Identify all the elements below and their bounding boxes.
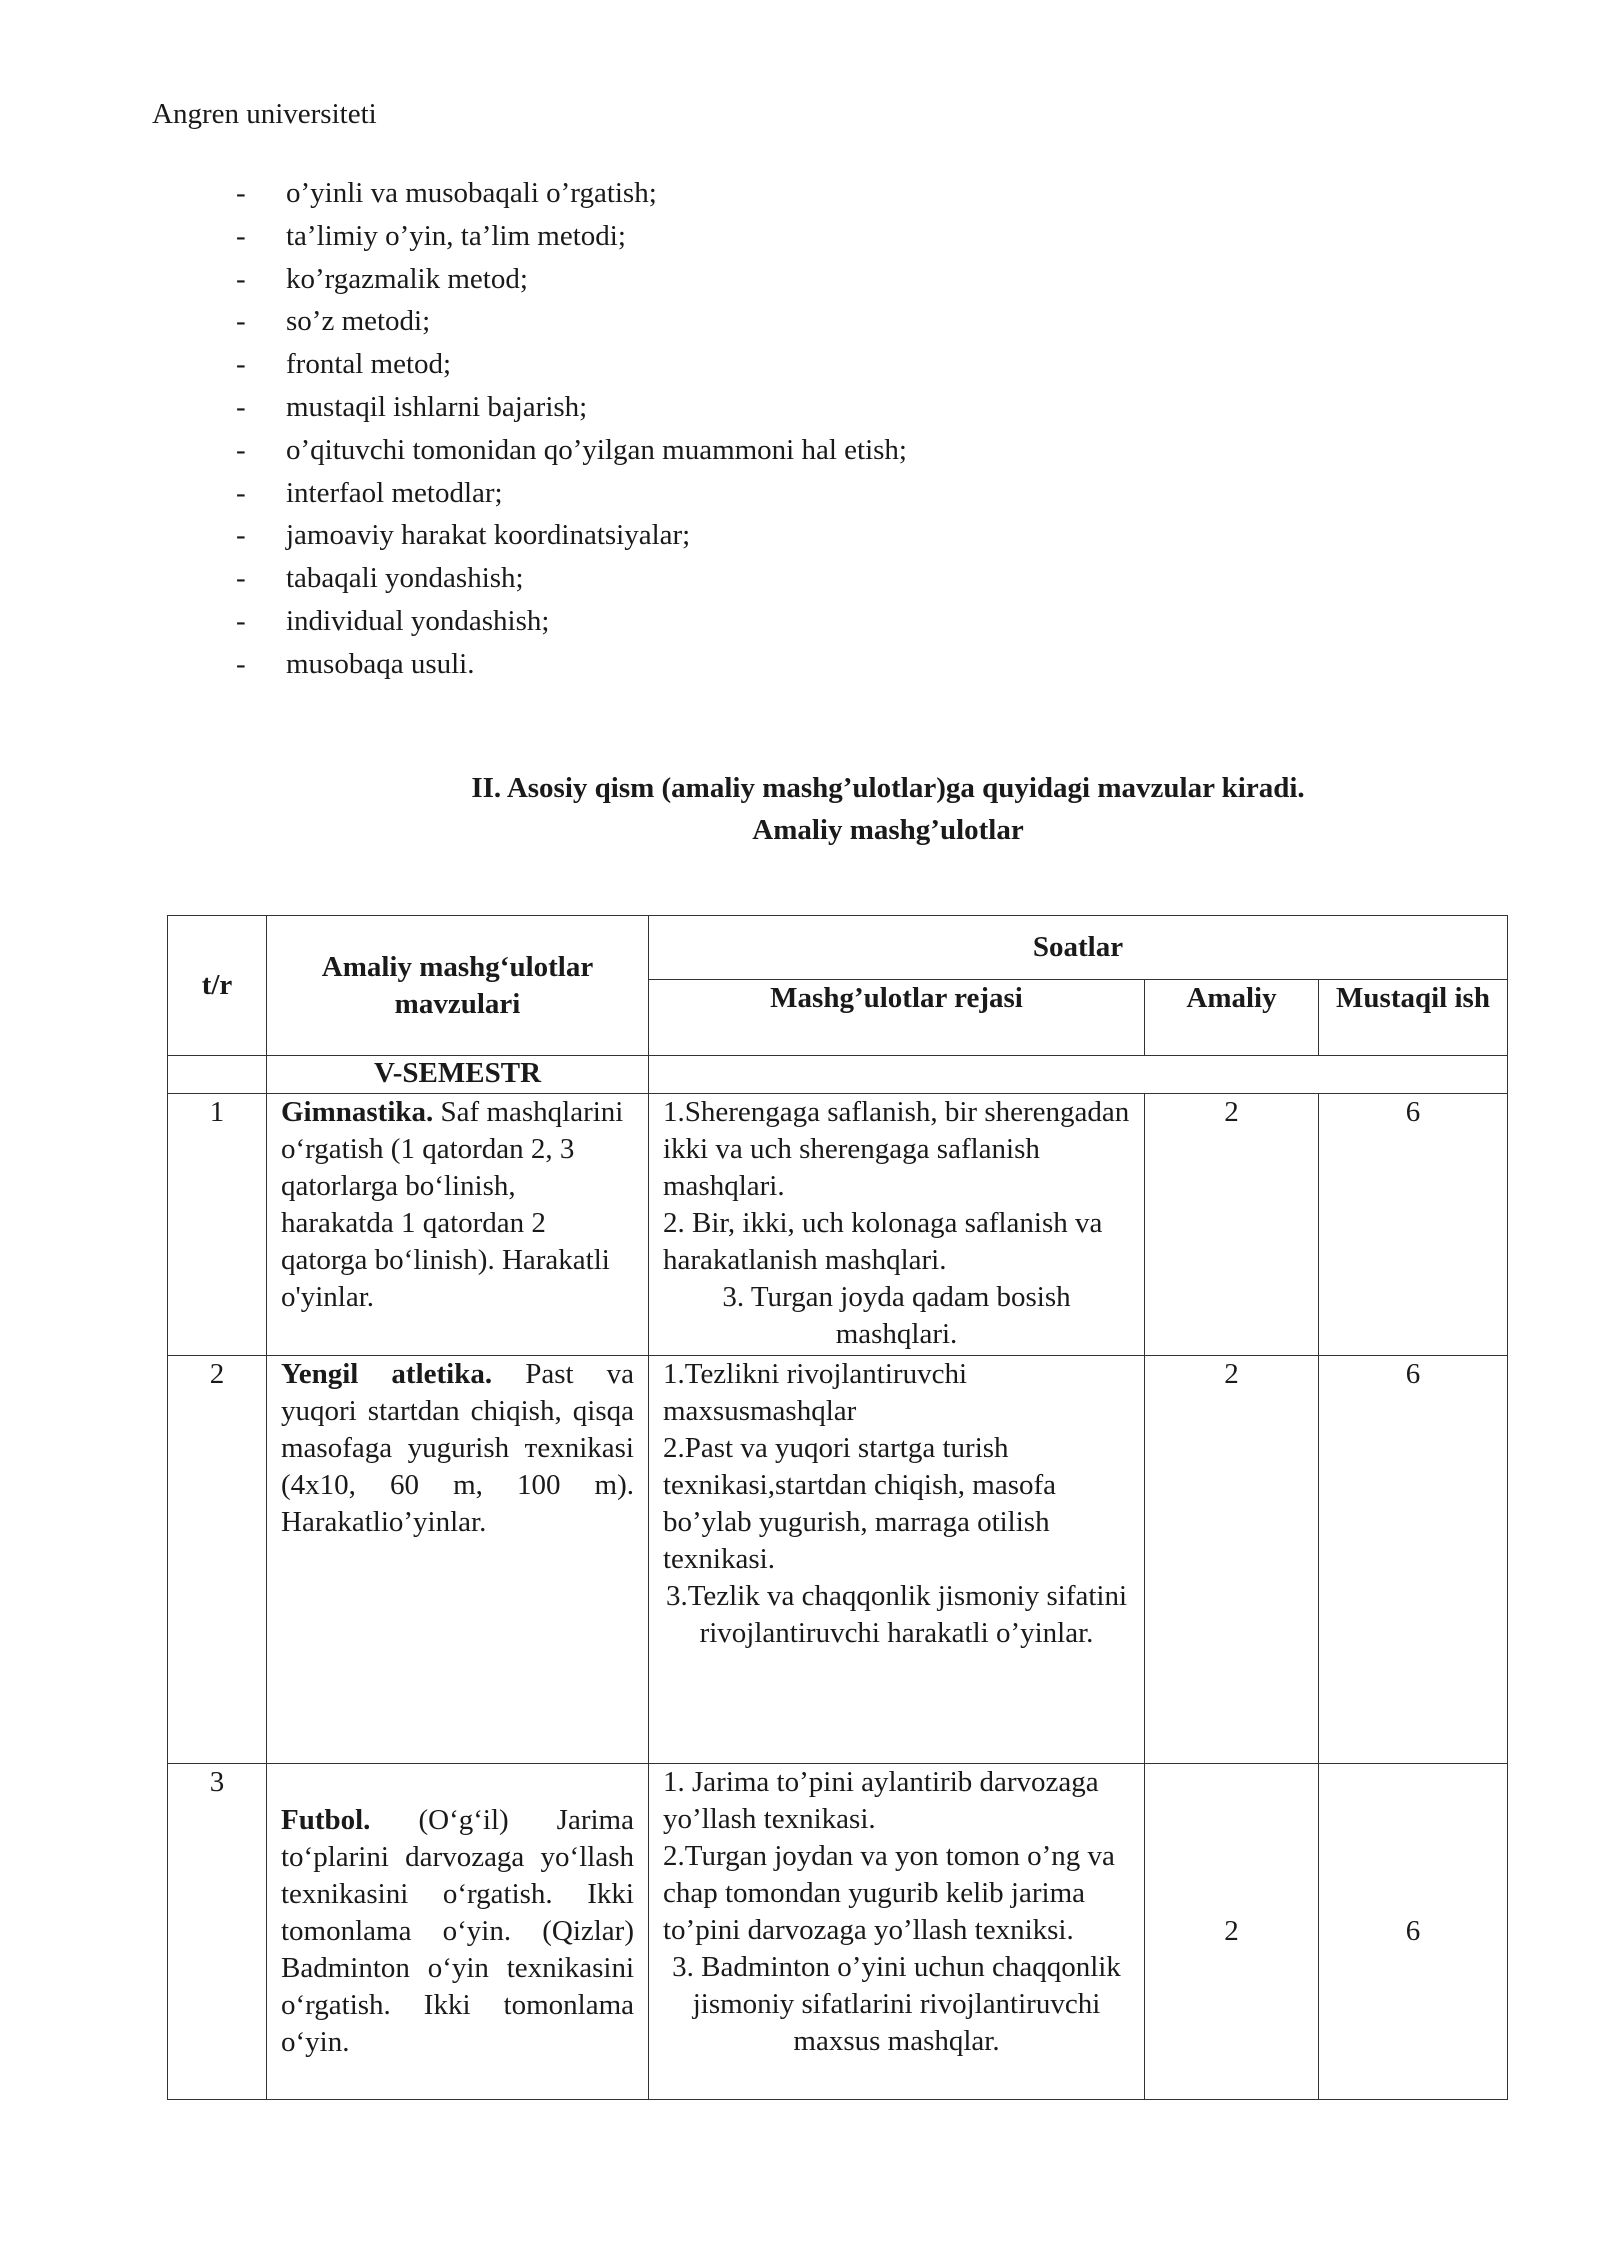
bullet: -: [236, 219, 246, 252]
plan-cell: 1.Tezlikni rivojlantiruvchi maxsusmashqlar 2.Past va yuqori startga turish texnikasi,startdan chiqish, masofa bo’ylab yugurish, marraga otilish texnikasi. 3.Tezlik va chaqqonlik jismoniy sifatini rivojlantiruvchi harakatli o’yinlar.: [649, 1356, 1145, 1764]
bullet: -: [236, 647, 246, 680]
topic-cell: Futbol. (O‘g‘il) Jarima to‘plarini darvozaga yo‘llash texnikasini o‘rgatish. Ikki tomonlama o‘yin. (Qizlar) Badminton o‘yin texnikasini o‘rgatish. Ikki tomonlama o‘yin.: [267, 1764, 649, 2100]
list-item: - musobaqa usuli.: [236, 643, 907, 686]
list-item: - jamoaviy harakat koordinatsiyalar;: [236, 514, 907, 557]
topic-cell: Yengil atletika. Past va yuqori startdan chiqish, qisqa masofaga yugurish тexnikasi (4x10, 60 m, 100 m). Harakatlio’yinlar.: [267, 1356, 649, 1764]
table-row: [168, 1764, 1508, 2100]
bullet: -: [236, 390, 246, 423]
bullet: -: [236, 476, 246, 509]
list-item: - tabaqali yondashish;: [236, 557, 907, 600]
list-item: - ta’limiy o’yin, ta’lim metodi;: [236, 215, 907, 258]
column-header-plan: Mashg’ulotlar rejasi: [649, 980, 1145, 1056]
table-row: [168, 1356, 1508, 1764]
independent-hours: 6: [1319, 1764, 1508, 2100]
plan-cell: 1.Sherengaga saflanish, bir sherengadan ikki va uch sherengaga saflanish mashqlari. 2. Bir, ikki, uch kolonaga saflanish va harakatlanish mashqlari. 3. Turgan joyda qadam bosish mashqlari.: [649, 1094, 1145, 1356]
list-item: - mustaqil ishlarni bajarish;: [236, 386, 907, 429]
list-item: - so’z metodi;: [236, 300, 907, 343]
document-header: Angren universiteti: [152, 98, 377, 130]
practical-hours: 2: [1145, 1764, 1319, 2100]
column-header-practical: Amaliy: [1145, 980, 1319, 1056]
semester-row: [168, 1056, 1508, 1094]
bullet: -: [236, 562, 246, 595]
table-header-row: [168, 916, 1508, 980]
row-number: 1: [168, 1094, 267, 1356]
bullet: -: [236, 348, 246, 381]
column-header-tr: t/r: [168, 916, 267, 1056]
list-item: - interfaol metodlar;: [236, 472, 907, 515]
section-subtitle: Amaliy mashg’ulotlar: [752, 814, 1024, 846]
table-row: [168, 1094, 1508, 1356]
topic-cell: Gimnastika. Saf mashqlarini o‘rgatish (1 qatordan 2, 3 qatorlarga bo‘linish, harakatda 1 qatordan 2 qatorga bo‘linish). Harakatli o'yinlar.: [267, 1094, 649, 1356]
bullet: -: [236, 177, 246, 209]
column-header-independent: Mustaqil ish: [1319, 980, 1508, 1056]
bullet: -: [236, 433, 246, 466]
section-title: II. Asosiy qism (amaliy mashg’ulotlar)ga quyidagi mavzular kiradi.: [471, 772, 1305, 804]
bullet: -: [236, 519, 246, 552]
list-item: - o’qituvchi tomonidan qo’yilgan muammoni hal etish;: [236, 429, 907, 472]
independent-hours: 6: [1319, 1356, 1508, 1764]
plan-cell: 1. Jarima to’pini aylantirib darvozaga yo’llash texnikasi. 2.Turgan joydan va yon tomon o’ng va chap tomondan yugurib kelib jarima to’pini darvozaga yo’llash texniksi. 3. Badminton o’yini uchun chaqqonlik jismoniy sifatlarini rivojlantiruvchi maxsus mashqlar.: [649, 1764, 1145, 2100]
practical-lessons-table: [167, 915, 1508, 2100]
row-number: 2: [168, 1356, 267, 1764]
practical-hours: 2: [1145, 1094, 1319, 1356]
list-item: - frontal metod;: [236, 343, 907, 386]
bullet: -: [236, 305, 246, 338]
column-header-hours: Soatlar: [649, 916, 1508, 980]
semester-label: V-SEMESTR: [267, 1056, 649, 1094]
bullet: -: [236, 604, 246, 637]
methods-list: [236, 172, 907, 686]
list-item: - ko’rgazmalik metod;: [236, 258, 907, 301]
bullet: -: [236, 262, 246, 295]
list-item: - individual yondashish;: [236, 600, 907, 643]
list-item: - o’yinli va musobaqali o’rgatish;: [236, 172, 907, 215]
column-header-topics: Amaliy mashg‘ulotlar mavzulari: [267, 916, 649, 1056]
row-number: 3: [168, 1764, 267, 2100]
independent-hours: 6: [1319, 1094, 1508, 1356]
practical-hours: 2: [1145, 1356, 1319, 1764]
